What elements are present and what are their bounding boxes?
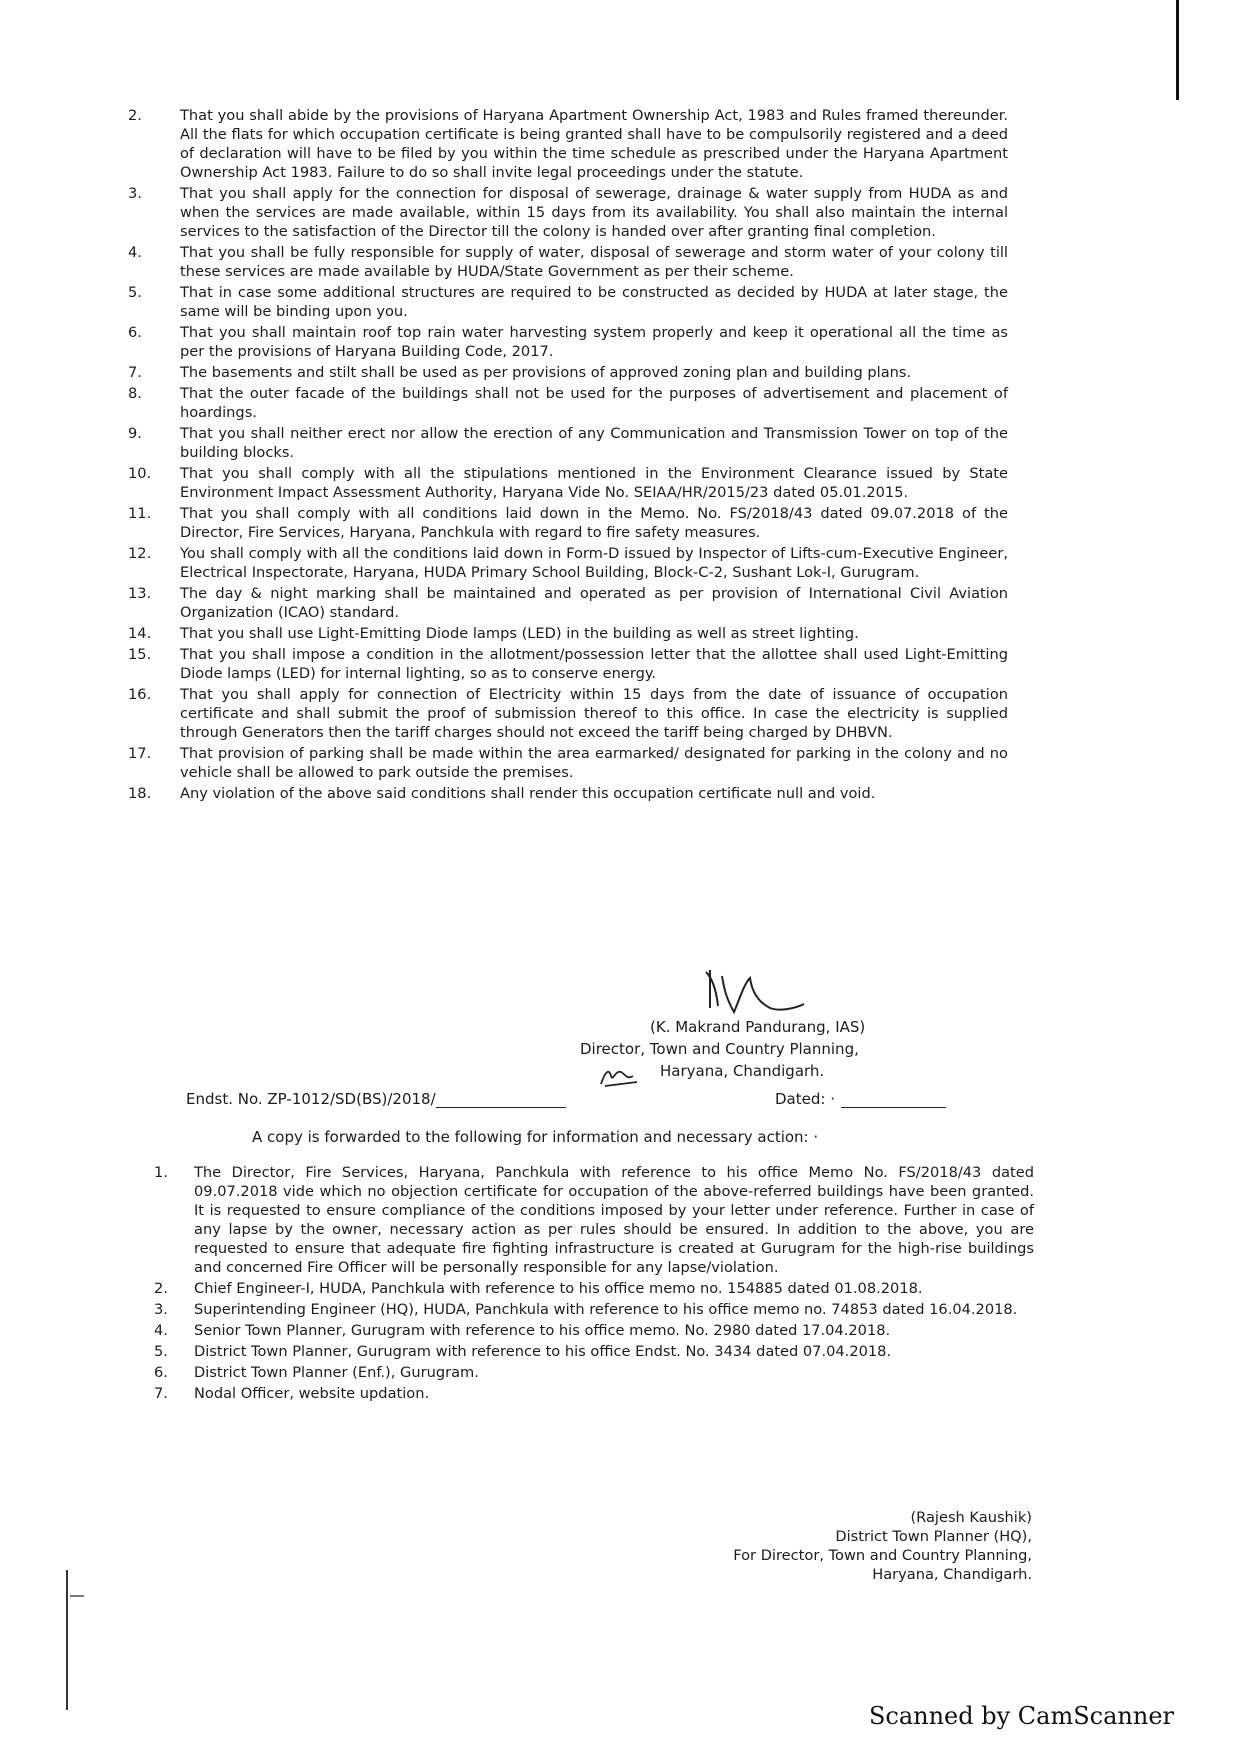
copy-number: 7.: [154, 1385, 168, 1402]
condition-number: 9.: [128, 425, 142, 442]
copy-to-list: [154, 1163, 1034, 1405]
conditions-list: [128, 106, 1008, 805]
condition-text: Any violation of the above said conditions shall render this occupation certificate null and void.: [180, 785, 876, 802]
condition-number: 18.: [128, 785, 152, 802]
condition-number: 12.: [128, 545, 152, 562]
copy-item: [154, 1321, 1034, 1340]
forward-line: A copy is forwarded to the following for information and necessary action: ·: [252, 1128, 819, 1146]
signatory-name: (K. Makrand Pandurang, IAS): [650, 1018, 866, 1036]
condition-number: 8.: [128, 385, 142, 402]
copy-text: Senior Town Planner, Gurugram with reference to his office memo. No. 2980 dated 17.04.2018.: [194, 1322, 891, 1339]
scan-edge-mark: [70, 1595, 84, 1597]
condition-text: That you shall be fully responsible for supply of water, disposal of sewerage and storm water of your colony till these services are made available by HUDA/State Government as per their scheme.: [180, 244, 1008, 280]
condition-number: 10.: [128, 465, 152, 482]
condition-item: [128, 645, 1008, 683]
condition-text: That you shall comply with all the stipulations mentioned in the Environment Clearance issued by State Environment Impact Assessment Authority, Haryana Vide No. SEIAA/HR/2015/23 dated 05.01.2015.: [180, 465, 1008, 501]
condition-number: 4.: [128, 244, 142, 261]
copy-text: Superintending Engineer (HQ), HUDA, Panchkula with reference to his office memo no. 74853 dated 16.04.2018.: [194, 1301, 1018, 1318]
closing-name: (Rajesh Kaushik): [910, 1509, 1032, 1526]
condition-item: [128, 106, 1008, 182]
copy-number: 5.: [154, 1343, 168, 1360]
condition-number: 7.: [128, 364, 142, 381]
condition-item: [128, 464, 1008, 502]
condition-text: You shall comply with all the conditions laid down in Form-D issued by Inspector of Lifts-cum-Executive Engineer, Electrical Inspectorate, Haryana, HUDA Primary School Building, Block-C-2, Sushant Lok-I, Gurugram.: [180, 545, 1008, 581]
endorsement-number-text: Endst. No. ZP-1012/SD(BS)/2018/: [186, 1090, 436, 1108]
copy-text: The Director, Fire Services, Haryana, Panchkula with reference to his office Memo No. FS/2018/43 dated 09.07.2018 vide which no objection certificate for occupation of the above-referred buildings have been granted. It is requested to ensure compliance of the conditions imposed by your letter under reference. Further in case of any lapse by the owner, necessary action as per rules should be ensured. In addition to the above, you are requested to ensure that adequate fire fighting infrastructure is created at Gurugram for the high-rise buildings and concerned Fire Officer will be personally responsible for any lapse/violation.: [194, 1164, 1034, 1276]
copy-text: Chief Engineer-I, HUDA, Panchkula with reference to his office memo no. 154885 dated 01.08.2018.: [194, 1280, 923, 1297]
condition-number: 14.: [128, 625, 152, 642]
closing-signatory-block: [733, 1508, 1032, 1584]
initials-icon: [597, 1062, 647, 1088]
condition-number: 6.: [128, 324, 142, 341]
condition-text: That the outer facade of the buildings shall not be used for the purposes of advertisement and placement of hoardings.: [180, 385, 1008, 421]
condition-item: [128, 363, 1008, 382]
condition-item: [128, 624, 1008, 643]
condition-item: [128, 424, 1008, 462]
condition-number: 17.: [128, 745, 152, 762]
copy-number: 4.: [154, 1322, 168, 1339]
copy-item: [154, 1279, 1034, 1298]
condition-number: 15.: [128, 646, 152, 663]
copy-text: District Town Planner (Enf.), Gurugram.: [194, 1364, 479, 1381]
scan-edge-mark: [1176, 0, 1179, 100]
condition-item: [128, 243, 1008, 281]
copy-number: 6.: [154, 1364, 168, 1381]
copy-text: District Town Planner, Gurugram with reference to his office Endst. No. 3434 dated 07.04.2018.: [194, 1343, 892, 1360]
endorsement-date: [775, 1090, 946, 1108]
copy-item: [154, 1300, 1034, 1319]
copy-number: 3.: [154, 1301, 168, 1318]
scan-edge-mark: [66, 1570, 68, 1710]
condition-text: That you shall neither erect nor allow the erection of any Communication and Transmission Tower on top of the building blocks.: [180, 425, 1008, 461]
condition-item: [128, 184, 1008, 241]
signatory-designation: Director, Town and Country Planning,: [580, 1040, 859, 1058]
copy-number: 2.: [154, 1280, 168, 1297]
condition-item: [128, 544, 1008, 582]
condition-number: 5.: [128, 284, 142, 301]
scanner-watermark: Scanned by CamScanner: [868, 1702, 1174, 1730]
copy-text: Nodal Officer, website updation.: [194, 1385, 430, 1402]
copy-item: [154, 1363, 1034, 1382]
condition-item: [128, 384, 1008, 422]
condition-number: 13.: [128, 585, 152, 602]
condition-item: [128, 283, 1008, 321]
condition-item: [128, 744, 1008, 782]
condition-text: The day & night marking shall be maintained and operated as per provision of International Civil Aviation Organization (ICAO) standard.: [180, 585, 1008, 621]
closing-designation: District Town Planner (HQ),: [835, 1528, 1032, 1545]
closing-for-line: For Director, Town and Country Planning,: [733, 1547, 1032, 1564]
condition-item: [128, 685, 1008, 742]
endorsement-number: [186, 1090, 566, 1108]
condition-number: 11.: [128, 505, 152, 522]
condition-text: That you shall impose a condition in the allotment/possession letter that the allottee shall used Light-Emitting Diode lamps (LED) for internal lighting, so as to conserve energy.: [180, 646, 1008, 682]
blank-line: [841, 1093, 946, 1108]
condition-number: 16.: [128, 686, 152, 703]
condition-text: That you shall apply for the connection for disposal of sewerage, drainage & water supply from HUDA as and when the services are made available, within 15 days from its availability. You shall also maintain the internal services to the satisfaction of the Director till the colony is handed over after granting final completion.: [180, 185, 1008, 240]
copy-item: [154, 1342, 1034, 1361]
condition-text: That in case some additional structures are required to be constructed as decided by HUDA at later stage, the same will be binding upon you.: [180, 284, 1008, 320]
condition-text: That you shall use Light-Emitting Diode lamps (LED) in the building as well as street lighting.: [180, 625, 859, 642]
condition-item: [128, 784, 1008, 803]
signatory-place: Haryana, Chandigarh.: [660, 1062, 825, 1080]
condition-item: [128, 504, 1008, 542]
condition-number: 2.: [128, 107, 142, 124]
condition-item: [128, 323, 1008, 361]
blank-line: [436, 1093, 566, 1108]
copy-number: 1.: [154, 1164, 168, 1181]
condition-text: That you shall maintain roof top rain water harvesting system properly and keep it operational all the time as per the provisions of Haryana Building Code, 2017.: [180, 324, 1008, 360]
copy-item: [154, 1384, 1034, 1403]
condition-item: [128, 584, 1008, 622]
condition-text: That you shall abide by the provisions of Haryana Apartment Ownership Act, 1983 and Rules framed thereunder. All the flats for which occupation certificate is being granted shall have to be compulsorily registered and a deed of declaration will have to be filed by you within the time schedule as prescribed under the Haryana Apartment Ownership Act 1983. Failure to do so shall invite legal proceedings under the statute.: [180, 107, 1008, 181]
closing-place: Haryana, Chandigarh.: [872, 1566, 1032, 1583]
condition-text: That you shall apply for connection of Electricity within 15 days from the date of issuance of occupation certificate and shall submit the proof of submission thereof to this office. In case the electricity is supplied through Generators then the tariff charges should not exceed the tariff being charged by DHBVN.: [180, 686, 1008, 741]
condition-text: That provision of parking shall be made within the area earmarked/ designated for parking in the colony and no vehicle shall be allowed to park outside the premises.: [180, 745, 1008, 781]
condition-number: 3.: [128, 185, 142, 202]
condition-text: The basements and stilt shall be used as per provisions of approved zoning plan and building plans.: [180, 364, 912, 381]
condition-text: That you shall comply with all conditions laid down in the Memo. No. FS/2018/43 dated 09.07.2018 of the Director, Fire Services, Haryana, Panchkula with regard to fire safety measures.: [180, 505, 1008, 541]
dated-label: Dated: ·: [775, 1090, 835, 1108]
copy-item: [154, 1163, 1034, 1277]
